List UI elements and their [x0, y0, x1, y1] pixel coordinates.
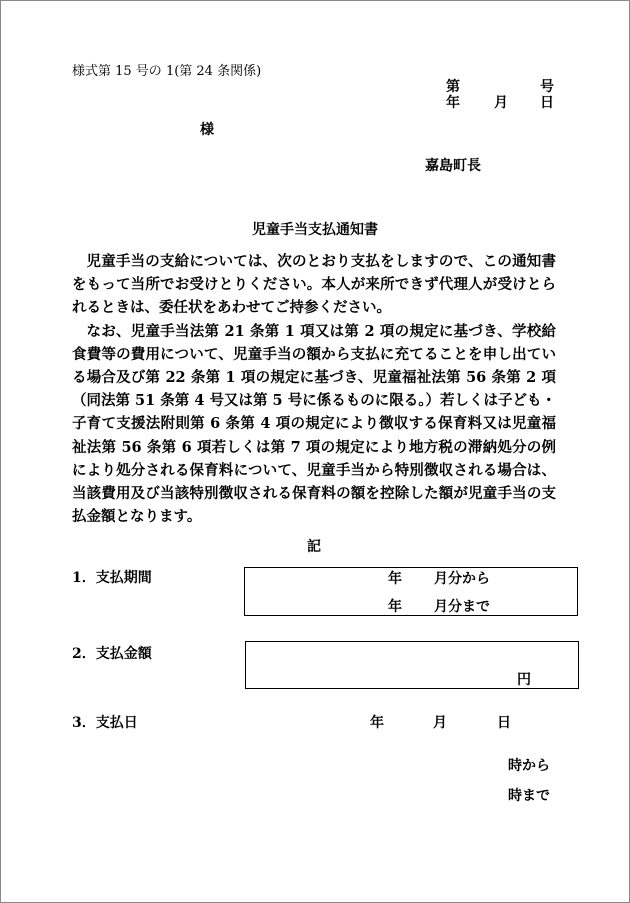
- payment-amount-box: [245, 641, 579, 689]
- addressee-suffix: 様: [200, 122, 214, 138]
- number-suffix: 号: [540, 79, 554, 95]
- payment-period-label: 1．支払期間: [72, 570, 152, 586]
- date-day-label: 日: [540, 95, 554, 111]
- period-to-year: 年: [388, 599, 402, 615]
- form-reference: 様式第 15 号の 1(第 24 条関係): [72, 64, 262, 79]
- period-from-month: 月分から: [434, 571, 490, 587]
- document-title: 児童手当支払通知書: [252, 222, 378, 238]
- date-month-label: 月: [494, 95, 508, 111]
- notice-paragraph: なお、児童手当法第 21 条第 1 項又は第 2 項の規定に基づき、学校給食費等の費用について、児童手当の額から支払に充てることを申し出ている場合及び第 22 条第 1 項の規定に基づき、児童福祉法第 56 条第 2 項（同法第 51 条第 4 号又は第 5 号に係るものに限る。）若しくは子ども・子育て支援法附則第 6 条第 4 項の規定により徴収する保育料又は児童福祉法第 56 条第 6 項若しくは第 7 項の規定により地方税の滞納処分の例により処分される保育料について、児童手当から特別徴収される場合は、当該費用及び当該特別徴収される保育料の額を控除した額が児童手当の支払金額となります。: [72, 322, 556, 526]
- payment-period-box: [244, 567, 578, 616]
- notice-paragraph: 児童手当の支給については、次のとおり支払をしますので、この通知書をもって当所でお受けとりください。本人が来所できず代理人が受けとられるときは、委任状をあわせてご持参ください。: [72, 253, 556, 317]
- amount-yen-unit: 円: [517, 672, 531, 688]
- period-from-year: 年: [388, 571, 402, 587]
- payment-date-year: 年: [370, 715, 384, 731]
- ki-heading: 記: [307, 539, 321, 555]
- number-prefix: 第: [446, 79, 460, 95]
- issuer-name: 嘉島町長: [425, 158, 481, 174]
- payment-amount-label: 2．支払金額: [72, 646, 152, 662]
- payment-time-from: 時から: [508, 758, 550, 774]
- payment-date-month: 月: [433, 715, 447, 731]
- notice-body: [72, 250, 556, 528]
- period-to-month: 月分まで: [434, 599, 490, 615]
- payment-date-label: 3．支払日: [72, 715, 138, 731]
- payment-date-day: 日: [497, 715, 511, 731]
- date-year-label: 年: [446, 95, 460, 111]
- payment-time-to: 時まで: [508, 788, 550, 804]
